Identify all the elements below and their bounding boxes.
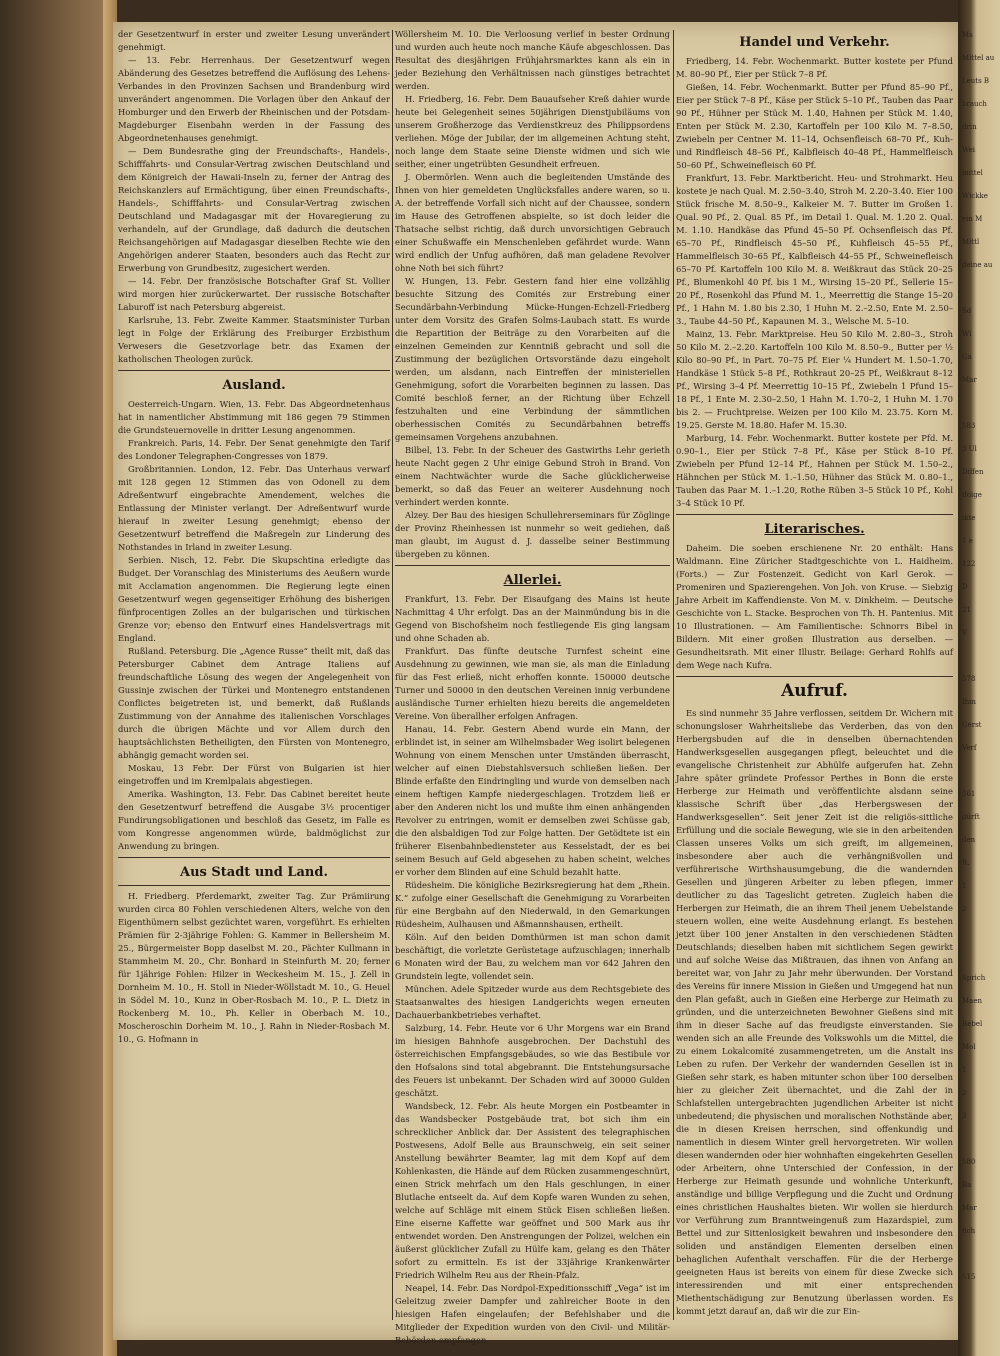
fragment-line: Ba — [962, 1181, 972, 1189]
column-left — [118, 28, 390, 1328]
article-paragraph: Serbien. Nisch, 12. Febr. Die Skupschtina erledigte das Budget. Der Voranschlag des Ministeriums des Aeußern wurde mit Acclamation angenommen. Die Regierung legte einen Gesetzentwurf wegen gegenseitiger Erhöhung des bisherigen fünfprocentigen Zolles an der bulgarischen und türkischen Grenze vor; ebenso den Entwurf eines Handelsvertrags mit England. — [118, 555, 390, 643]
article-paragraph: Großbritannien. London, 12. Febr. Das Unterhaus verwarf mit 128 gegen 12 Stimmen das von Odonell zu dem Adreßentwurf eingebrachte Amendement, welches die Entlassung der Minister verlangt. Der Adreßentwurf wurde hierauf in zweiter Lesung genehmigt; ebenso der Gesetzentwurf betreffend die Maßregeln zur Linderung des Nothstandes in Irland in zweiter Lesung. — [118, 464, 390, 552]
fragment-line: 561 — [962, 790, 976, 798]
fragment-line: Mittl — [962, 238, 980, 246]
fragment-line: dürft — [962, 813, 980, 821]
section-divider — [676, 676, 953, 677]
section-divider — [118, 857, 390, 858]
article-paragraph: Es sind nunmehr 35 Jahre verflossen, seitdem Dr. Wichern mit schonungsloser Wahrheitsliebe das Verderben, das von den Herbergsbuden auf die in denselben übernachtenden Handwerksgesellen ausgegangen pflegt, beleuchtet und die evangelische Christenheit zur Abhülfe aufgerufen hat. Zehn Jahre später gründete Professor Perthes in Bonn die erste Herberge zur Heimath und veröffentlichte alsdann seine klassische Schrift über „das Herbergswesen der Handwerksgesellen“. Seit jener Zeit ist die religiös-sittliche Erfüllung und die sociale Bewegung, wie sie in den arbeitenden Classen unseres Volks um sich greift, im allgemeinen, insbesondere aber auch die verhängnißvollen und verführerische Wirthshausumgebung, die die wandernden Gesellen und jüngeren Arbeiter zu leben pflegen, immer deutlicher zu das Tageslicht getreten. Zugleich haben die Herbergen zur Heimath, die an ihrem Theil jenem Uebelstande steuern wollen, eine weite Ausdehnung erlangt. Es bestehen jetzt über 100 jener Anstalten in den verschiedenen Städten Deutschlands; dieselben haben mit sichtlichem Segen gewirkt und auf solche Weise das Mißtrauen, das ihnen von Anfang an bereitet war, von Jahr zu Jahr mehr überwunden. Der Vorstand des Vereins für innere Mission in Gießen und Umgegend hat nun den Plan gefaßt, auch in Gießen eine Herberge zur Heimath zu gründen, und die unterzeichneten Bewohner Gießens sind mit ihm in dieser Sache auf das freudigste einverstanden. Sie wenden sich an alle Freunde des Volkswohls um die Mittel, die zu einem Lokalcomité zusammengetreten, um die Anstalt ins Leben zu rufen. Der Verkehr der wandernden Gesellen ist in Gießen sehr stark, es haben mitunter schon über 100 derselben hier zu gleicher Zeit übernachtet, und die Zahl der in Schlafstellen untergebrachten jugendlichen Arbeiter ist nicht unbedeutend; die physischen und moralischen Nothstände aber, die in diesen Kreisen herrschen, sind offenkundig und namentlich in diesem Winter grell hervorgetreten. Wir wollen diesen wandernden oder hier wohnhaften eingekehrten Gesellen oder Arbeitern, ohne Unterschied der Confession, in der Herberge zur Heimath gesunde und wohnliche Unterkunft, anständige und billige Verpflegung und die Zucht und Ordnung eines christlichen Haushaltes bieten. Wir wollen sie hierdurch vor Verführung zum Branntweingenuß zum Hazardspiel, zum Bettel und zur Sittenlosigkeit bewahren und insbesondere den soliden und anständigen Elementen derselben einen behaglichen Aufenthalt verschaffen. Für die der Herberge geeigneten Haus ist bereits von einem für diese Zwecke sich interessirenden und mit einer entsprechenden Miethentschädigung zur Benutzung überlassen worden. Es kommt jetzt darauf an, daß wir die zur Ein- — [676, 708, 953, 1316]
article-paragraph: Frankfurt. Das fünfte deutsche Turnfest scheint eine Ausdehnung zu gewinnen, wie man sie, als man die Einladung für das Fest erließ, nicht erhoffen konnte. 150000 deutsche Turner und 50000 in den deutschen Vereinen innig verbundene ausländische Turner erhielten hiezu bereits die angemeldeten Vereine. Von überallher erfolgen Anfragen. — [395, 646, 670, 721]
fragment-line: 2 — [962, 1089, 967, 1097]
article-paragraph: Neapel, 14. Febr. Das Nordpol-Expeditionsschiff „Vega“ ist im Geleitzug zweier Dampfer und zahlreicher Boote in den hiesigen Hafen eingelaufen; der Befehlshaber und die Mitglieder der Expedition wurden von den Civil- und Militär-Behörden empfangen. — [395, 1283, 670, 1345]
fragment-line: Wi — [962, 330, 972, 338]
fragment-line: Wickke — [962, 192, 988, 200]
article-paragraph: Alzey. Der Bau des hiesigen Schullehrerseminars für Zöglinge der Provinz Rheinhessen ist nunmehr so weit gediehen, daß man glaubt, im August d. J. dasselbe seiner Bestimmung übergeben zu können. — [395, 510, 670, 559]
article-paragraph: der Gesetzentwurf in erster und zweiter Lesung unverändert genehmigt. — [118, 29, 390, 52]
article-paragraph: — 13. Febr. Herrenhaus. Der Gesetzentwurf wegen Abänderung des Gesetzes betreffend die Auflösung des Lehens-Verbandes in den Provinzen Sachsen und Brandenburg wird unverändert angenommen. Die Vorlagen über den Ankauf der Homburger und den Erwerb der Rheinischen und der Potsdam-Magdeburger Eisenbahn werden in der Fassung des Abgeordnetenhauses genehmigt. — [118, 55, 390, 143]
fragment-line: 3 — [962, 1112, 967, 1120]
article-paragraph: Frankfurt, 13. Febr. Marktbericht. Heu- und Strohmarkt. Heu kostete je nach Qual. M. 2.50–3.40, Stroh M. 2.20–3.40. Eier 100 Stück frische M. 8.50–9., Kalkeier M. 7. Butter im Großen 1. Qual. 90 Pf., 2. Qual. 85 Pf., im Detail 1. Qual. M. 1.20 2. Qual. M. 1.10. Handkäse das Pfund 45–50 Pf. Ochsenfleisch das Pf. 65–70 Pf., Rindfleisch 45–50 Pf., Kuhfleisch 45–55 Pf., Hammelfleisch 30–65 Pf., Kalbfleisch 44–55 Pf., Schweinefleisch 65–70 Pf. Kartoffeln 100 Kilo M. 8. Weißkraut das Stück 20–25 Pf., Blumenkohl 40 Pf. bis 1 M., Wirsing 15–20 Pf., Sellerie 15–20 Pf., Rosenkohl das Pfund M. 1., Meerrettig die Stange 15–20 Pf., 1 Hahn M. 1.80 bis 2.30, 1 Huhn M. 2.–2.50, Ente M. 2.50–3., Taube 44–50 Pf., Kapaunen M. 3., Welsche M. 5–10. — [676, 173, 953, 326]
fragment-line: 1 — [962, 1066, 967, 1074]
article-paragraph: Frankreich. Paris, 14. Febr. Der Senat genehmigte den Tarif des Londoner Telegraphen-Congresses von 1879. — [118, 438, 390, 461]
fragment-line: 1 e — [962, 537, 973, 545]
article-paragraph: H. Friedberg. Pferdemarkt, zweiter Tag. Zur Prämiirung wurden circa 80 Fohlen verschiedenen Alters, welche von den Eigenthümern selbst gezüchtet waren, vorgeführt. Es erhielten Prämien für 2-3jährige Fohlen: G. Kammer in Bellersheim M. 25., Bürgermeister Bopp daselbst M. 20., Pächter Kullmann in Stammheim M. 20., Chr. Bonhard in Steinfurth M. 20; ferner für 1jährige Fohlen: Hilzer in Weckesheim M. 15., J. Zell in Dornheim M. 10., H. Stoll in Nieder-Wöllstadt M. 10., G. Heuel in Södel M. 10., Kunz in Ober-Rosbach M. 10., P. L. Dietz in Rockenberg M. 10., Ph. Keller in Oberbach M. 10., Moscheroschin Dorheim M. 10., J. Rahn in Nieder-Rosbach M. 10., G. Hofmann in — [118, 891, 390, 1044]
section-heading-literarisches — [676, 522, 953, 537]
article-paragraph: Karlsruhe, 13. Febr. Zweite Kammer. Staatsminister Turban legt in Folge der Erklärung des Freiburger Erzbisthum Verwesers die Gesetzvorlage betr. das Examen der katholischen Theologen zurück. — [118, 315, 390, 364]
column-right — [676, 28, 953, 1328]
fragment-line: mittel — [962, 169, 983, 177]
article-paragraph: Oesterreich-Ungarn. Wien, 13. Febr. Das Abgeordnetenhaus hat in namentlicher Abstimmung mit 186 gegen 79 Stimmen die Grundsteuernovelle in dritter Lesung angenommen. — [118, 399, 390, 435]
section-heading-ausland: Ausland. — [222, 378, 286, 393]
fragment-line: ifolge — [962, 491, 982, 499]
article-paragraph: Gießen, 14. Febr. Wochenmarkt. Butter per Pfund 85–90 Pf., Eier per Stück 7–8 Pf., Käse per Stück 5–10 Pf., Tauben das Paar 90 Pf., Hühner per Stück M. 1.40, Hahnen per Stück M. 1.40, Enten per Stück M. 2.30, Kartoffeln per 100 Kilo M. 7–8.50, Zwiebeln per Centner M. 11–14, Ochsenfleisch 68–70 Pf., Kuh- und Rindfleisch 48–56 Pf., Kalbfleisch 40–48 Pf., Hammelfleisch 50–60 Pf., Schweinefleisch 60 Pf. — [676, 82, 953, 170]
fragment-line: 1 — [962, 882, 967, 890]
fragment-line: D — [962, 583, 968, 591]
article-paragraph: Wöllersheim M. 10. Die Verloosung verlief in bester Ordnung und wurden auch heute noch manche Käufe abgeschlossen. Das Resultat des diesjährigen Frühjahrsmarktes kann als ein in jeder Beziehung den Verhältnissen nach günstiges betrachtet werden. — [395, 29, 670, 91]
fragment-line: Mittel au — [962, 54, 995, 62]
section-divider — [676, 514, 953, 515]
fragment-line: 122 — [962, 560, 976, 568]
fragment-line: Rebel — [962, 1020, 983, 1028]
fragment-line: den — [962, 836, 976, 844]
article-paragraph: Marburg, 14. Febr. Wochenmarkt. Butter kostete per Pfd. M. 0.90–1., Eier per Stück 7–8 Pf., Käse per Stück 8–10 Pf. Zwiebeln per Pfund 12–14 Pf., Hahnen per Stück M. 1.50–2., Hähnchen per Stück M. 1.–1.50, Hühner das Stück M. 0.80–1., Tauben das Paar M. 1.–1.20, Rothe Rüben 3–5 Stück 10 Pf., Kohl 3–4 Stück 10 Pf. — [676, 433, 953, 508]
fragment-line: Mol — [962, 1043, 976, 1051]
article-paragraph: Bilbel, 13. Febr. In der Scheuer des Gastwirths Lehr gerieth heute Nacht gegen 2 Uhr einige Gebund Stroh in Brand. Von einem Nachtwächter wurde die Sache glücklicherweise bemerkt, so daß das Feuer an weiterer Ausdehnung noch verhindert werden konnte. — [395, 445, 670, 507]
article-paragraph: Friedberg, 14. Febr. Wochenmarkt. Butter kostete per Pfund M. 80–90 Pf., Eier per Stück 7–8 Pf. — [676, 56, 953, 79]
article-paragraph: J. Obermörlen. Wenn auch die begleitenden Umstände des Ihnen von hier gemeldeten Unglücksfalles andere waren, so u. A. der betreffende Vorfall sich nicht auf der Chaussee, sondern im Hause des Getroffenen abspielte, so ist doch leider die Thatsache selbst richtig, daß durch unvorsichtigen Gebrauch einer Schußwaffe ein Menschenleben gefährdet wurde. Wann wird endlich der Unfug aufhören, daß man geladene Revolver ohne Noth bei sich führt? — [395, 172, 670, 273]
fragment-line: Ms — [962, 31, 973, 39]
fragment-line: Gerst — [962, 721, 982, 729]
article-paragraph: Daheim. Die soeben erschienene Nr. 20 enthält: Hans Waldmann. Eine Züricher Stadtgeschichte von L. Haidheim. (Forts.) — Zur Fostenzeit. Gedicht von Karl Gerok. — Promeniren und Spazierengehen. Von Joh. von Kruse. — Siebzig Jahre Arbeit im Kaffendienste. Von M. v. Dinkheim. — Deutsche Geschichte von L. Stacke. Besprochen von Th. H. Pantenius. Mit 10 Illustrationen. — Am Familientische: Schnorrs Bibel in Bildern. Mit einer großen Illustration aus derselben. — Gesundheitsrath. Mit einer Illustr. Beilage: Gerhard Rohlfs auf dem Wege nach Kufra. — [676, 543, 953, 670]
fragment-line: deine au — [962, 261, 993, 269]
fragment-line: 578 — [962, 675, 976, 683]
article-paragraph: München. Adele Spitzeder wurde aus dem Rechtsgebiete des Staatsanwaltes des hiesigen Landgerichts wegen erneuten Dachauerbankbetriebes verhaftet. — [395, 984, 670, 1020]
fragment-line: Diffen — [962, 468, 984, 476]
fragment-line: 2 — [962, 905, 967, 913]
fragment-line: Ihm — [962, 698, 976, 706]
article-paragraph: Wandsbeck, 12. Febr. Als heute Morgen ein Postbeamter in das Wandsbecker Postgebäude trat, bot sich ihm ein schrecklicher Anblick dar. Der Assistent des telegraphischen Postwesens, Adolf Belle aus Braunschweig, ein seit seiner Anstellung bewährter Beamter, lag mit dem Kopf auf dem Kohlenkasten, die Hände auf dem Rücken zusammengeschnürt, einen Strick mehrfach um den Hals geschlungen, in einer Blutlache entseelt da. Auf dem Kopfe waren Wunden zu sehen, welche auf Schläge mit einem Stück Eisen schließen ließen. Eine eiserne Kaffette war geöffnet und 500 Mark aus ihr entwendet worden. Den Anstrengungen der Polizei, welchen ein äußerst glücklicher Zufall zu Hülfe kam, gelang es den Thäter sofort zu ermitteln. Es ist der 33jährige Krankenwärter Friedrich Wilhelm Reu aus der Rhein-Pfalz. — [395, 1101, 670, 1280]
article-paragraph: Salzburg, 14. Febr. Heute vor 6 Uhr Morgens war ein Brand im hiesigen Bahnhofe ausgebrochen. Der Dachstuhl des österreichischen Empfangsgebäudes, so wie das Bestibule vor den Hofsalons sind total abgebrannt. Die Entstehungsursache des Feuers ist unbekannt. Der Schaden wird auf 30000 Gulden geschätzt. — [395, 1023, 670, 1098]
fragment-line: Mar — [962, 376, 977, 384]
fragment-line: 21 — [962, 606, 971, 614]
fragment-line: Mar — [962, 1204, 977, 1212]
article-paragraph: Rüdesheim. Die königliche Bezirksregierung hat dem „Rhein. K.“ zufolge einer Gesellschaft die Genehmigung zu Vorarbeiten für eine Bergbahn auf den Niederwald, in den Gemarkungen Rüdesheim, Aulhausen und Aßmannshausen, ertheilt. — [395, 880, 670, 929]
article-paragraph: Frankfurt, 13. Febr. Der Eisaufgang des Mains ist heute Nachmittag 4 Uhr erfolgt. Das an der Mainmündung bis in die Gegend von Bischofsheim noch festliegende Eis ging langsam und ohne Schaden ab. — [395, 594, 670, 643]
article-paragraph: Rußland. Petersburg. Die „Agence Russe“ theilt mit, daß das Petersburger Cabinet dem Antrage Italiens auf freundschaftliche Lösung des wegen der Angelegenheit von Gussinje zwischen der Türkei und Montenegro entstandenen Conflictes beigetreten ist, und bemerkt, daß Rußlands Zustimmung von der Annahme des italienischen Vorschlages durch die übrigen Mächte und vor Allem durch den hauptsächlichsten Betheiligten, den Fürsten von Montenegro, abhängig gemacht worden sei. — [118, 646, 390, 760]
section-divider — [395, 565, 670, 566]
fragment-line: Wei — [962, 146, 976, 154]
adjacent-page-fragment — [958, 0, 1000, 1356]
section-divider — [118, 885, 390, 886]
fragment-line: Sd — [962, 307, 972, 315]
fragment-line: 3 Ul — [962, 445, 977, 453]
fragment-line: 515 — [962, 1273, 976, 1281]
fragment-line: Leuts B — [962, 77, 990, 85]
fragment-line: fich — [962, 1227, 976, 1235]
column-rule — [392, 30, 393, 1320]
article-paragraph: — 14. Febr. Der französische Botschafter Graf St. Vollier wird morgen hier zurückerwartet. Der russische Botschafter Laburoff ist nach Petersburg abgereist. — [118, 276, 390, 312]
section-heading-handel: Handel und Verkehr. — [739, 35, 890, 50]
article-paragraph: Moskau, 13 Febr. Der Fürst von Bulgarien ist hier eingetroffen und im Kremlpalais abgestiegen. — [118, 763, 390, 786]
section-heading-allerlei — [395, 573, 670, 588]
fragment-line: Sprich — [962, 974, 986, 982]
fragment-line: 580 — [962, 1158, 976, 1166]
section-heading-aufruf: Aufruf. — [781, 681, 848, 701]
fragment-line: Maen — [962, 997, 982, 1005]
section-heading-stadt-und-land: Aus Stadt und Land. — [180, 865, 328, 880]
fragment-line: V — [962, 629, 968, 637]
fragment-line: drin — [962, 123, 977, 131]
article-paragraph: Köln. Auf den beiden Domthürmen ist man schon damit beschäftigt, die vorletzte Gerüstetage aufzuschlagen; innerhalb 6 Monaten wird der Bau, zu welchem man vor 642 Jahren den Grundstein legte, vollendet sein. — [395, 932, 670, 981]
section-heading-text: Allerlei. — [503, 573, 562, 588]
article-paragraph: Mainz, 13. Febr. Marktpreise. Heu 50 Kilo M. 2.80–3., Stroh 50 Kilo M. 2.–2.20. Kartoffeln 100 Kilo M. 8.50–9., Butter per ½ Kilo 80–90 Pf., in Part. 70–75 Pf. Eier ¼ Hundert M. 1.50–1.70, Handkäse 1 Stück 5–8 Pf., Rothkraut 20–25 Pf., Weißkraut 8–12 Pf., Wirsing 3–4 Pf. Meerrettig 10–15 Pf., Zwiebeln 1 Pfund 15–18 Pf., 1 Ente M. 2.30–2.50, 1 Hahn M. 1.70–2, 1 Huhn M. 1.70 bis 2. — Fruchtpreise. Weizen per 100 Kilo M. 23.75. Korn M. 19.25. Gerste M. 18.80. Hafer M. 15.30. — [676, 329, 953, 430]
section-divider — [118, 370, 390, 371]
book-binding — [0, 0, 115, 1356]
article-paragraph: Hanau, 14. Febr. Gestern Abend wurde ein Mann, der erblindet ist, in seiner am Wilhelmsbader Weg isolirt belegenen Wohnung von einem Menschen unter Umständen überrascht, welcher auf einen Diebstahlsversuch schließen ließen. Der Blinde erfaßte den Eindringling und wurde von demselben nach einem heftigen Kampfe niedergeschlagen. Trotzdem ließ er aber den Anderen nicht los und mußte ihm einen anhängenden Revolver zu entringen, womit er demselben zwei Schüsse gab, die den alsbaldigen Tod zur Folge hatten. Der Getödtete ist ein früherer Eisenbahnbediensteter aus Kesselstadt, der es bei seinem Besuch auf Geld abgesehen zu haben scheint, welches er vorher dem Blinden auf eine Schuld bezahlt hatte. — [395, 724, 670, 877]
article-paragraph: Amerika. Washington, 13. Febr. Das Cabinet bereitet heute den Gesetzentwurf betreffend die Ausgabe 3½ procentiger Fundirungsobligationen und beschloß das Gesetz, im Falle es vom Kongresse angenommen würde, baldmöglichst zur Anwendung zu bringen. — [118, 789, 390, 851]
fragment-line: ikte — [962, 514, 976, 522]
fragment-line: brauch — [962, 100, 987, 108]
fragment-line: R. — [962, 859, 970, 867]
column-middle — [395, 28, 670, 1345]
fragment-line: Verf — [962, 744, 977, 752]
section-heading-text: Literarisches. — [764, 522, 865, 537]
fragment-line: 583 — [962, 422, 976, 430]
article-paragraph: — Dem Bundesrathe ging der Freundschafts-, Handels-, Schifffahrts- und Consular-Vertrag zwischen Deutschland und dem Königreich der Hawaii-Inseln zu, ferner der Antrag des Reichskanzlers auf Ermächtigung, über einen Freundschafts-, Handels-, Schifffahrts- und Consular-Vertrag zwischen Deutschland und Madagasgar mit der Hovaregierung zu verhandeln, auf der Grundlage, daß dadurch die deutschen Reichsangehörigen auf Madagasgar dieselben Rechte wie den Angehörigen anderer Staaten, besonders auch das Recht zur Erwerbung von Grundbesitz, zugesichert werden. — [118, 146, 390, 273]
article-paragraph: H. Friedberg, 16. Febr. Dem Bauaufseher Kreß dahier wurde heute bei Gelegenheit seines 50jährigen Dienstjubiläums von unserem Großherzoge das Verdienstkreuz des Philippsordens verliehen. Möge der Jubilar, der im allgemeinen Achtung steht, noch lange dem Staate seine Dienste widmen und sich wie seither, einer ungetrübten Gesundheit erfreuen. — [395, 94, 670, 169]
article-paragraph: W. Hungen, 13. Febr. Gestern fand hier eine vollzählig besuchte Sitzung des Comités zur Erstrebung einer Secundärbahn-Verbindung Mücke-Hungen-Echzell-Friedberg unter dem Vorsitz des Grafen Solms-Laubach statt. Es wurde die Repartition der Beiträge zu den Vorarbeiten auf die einzelnen Gemeinden zur Kenntniß gebracht und soll die Zustimmung der bezüglichen Ortsvorstände dazu eingeholt werden, um alsdann, nach Eintreffen der ministeriellen Genehmigung, sofort die Vorarbeiten beginnen zu lassen. Das Comité beschloß ferner, an der Richtung über Echzell festzuhalten und eine Verbindung der sämmtlichen oberhessischen Comités zu Secundärbahnen betreffs gemeinsamen Vorgehens anzubahnen. — [395, 276, 670, 442]
fragment-line: Ga — [962, 353, 972, 361]
column-rule — [673, 30, 674, 1320]
fragment-line: ein M — [962, 215, 983, 223]
